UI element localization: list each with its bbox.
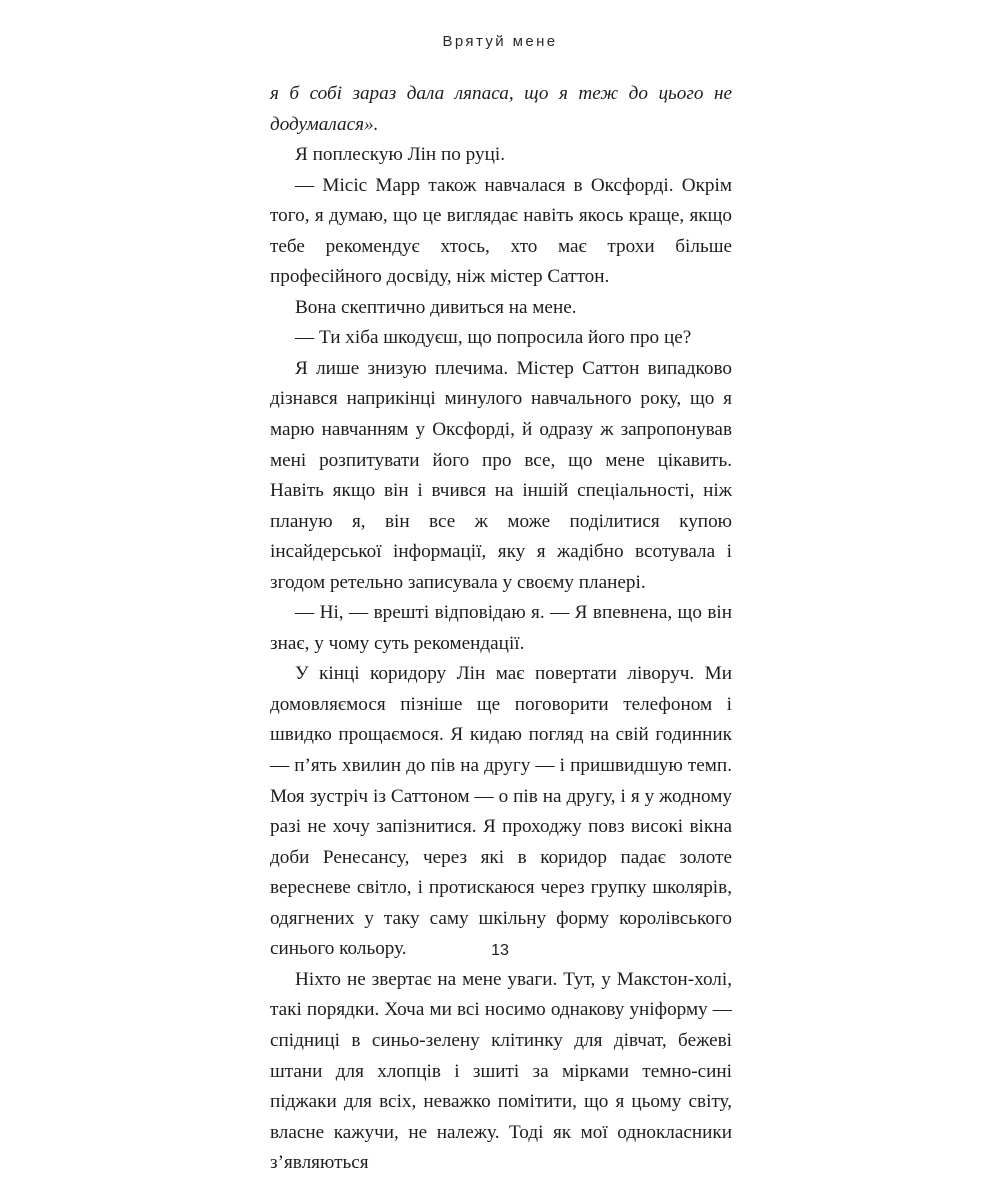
paragraph-dialogue: — Ні, — врешті відповідаю я. — Я впевнена, що він знає, у чому суть рекомендації. xyxy=(270,602,732,654)
page-body-text xyxy=(270,79,732,1179)
paragraph-quote-continuation: я б собі зараз дала ляпаса, що я теж до цього не додумалася». xyxy=(270,83,732,135)
paragraph: У кінці коридору Лін має повертати ліворуч. Ми домовляємося пізніше ще поговорити телефоном і швидко прощаємося. Я кидаю погляд на свій годинник — п’ять хвилин до пів на другу — і пришвидшую темп. Моя зустріч із Саттоном — о пів на другу, і я у жодному разі не хочу запізнитися. Я проходжу повз високі вікна доби Ренесансу, через які в коридор падає золоте вересневе світло, і протискаюся через групку школярів, одягнених у таку саму шкільну форму королівського синього кольору. xyxy=(270,663,732,960)
paragraph-dialogue: — Ти хіба шкодуєш, що попросила його про це? xyxy=(295,327,692,349)
running-head-title: Врятуй мене xyxy=(442,33,558,50)
page-number: 13 xyxy=(491,942,509,959)
paragraph: Я поплескую Лін по руці. xyxy=(295,144,505,166)
paragraph: Я лише знизую плечима. Містер Саттон випадково дізнався наприкінці минулого навчального року, що я марю навчанням у Оксфорді, й одразу ж запропонував мені розпитувати його про все, що мене цікавить. Навіть якщо він і вчився на іншій спеціальності, ніж планую я, він все ж може поділитися купою інсайдерської інформації, яку я жадібно всотувала і згодом ретельно записувала у своєму планері. xyxy=(270,357,732,593)
paragraph: Вона скептично дивиться на мене. xyxy=(295,296,577,318)
paragraph-continues-next-page: Ніхто не звертає на мене уваги. Тут, у Макстон-холі, такі порядки. Хоча ми всі носимо однакову уніформу — спідниці в синьо-зелену клітинку для дівчат, бежеві штани для хлопців і зшиті за мірками темно-сині піджаки для всіх, неважко помітити, що я цьому світу, власне кажучи, не належу. Тоді як мої однокласники з’являються xyxy=(270,968,732,1174)
paragraph-dialogue: — Місіс Марр також навчалася в Оксфорді. Окрім того, я думаю, що це виглядає навіть якось краще, якщо тебе рекомендує хтось, хто має трохи більше професійного досвіду, ніж містер Саттон. xyxy=(270,174,732,288)
